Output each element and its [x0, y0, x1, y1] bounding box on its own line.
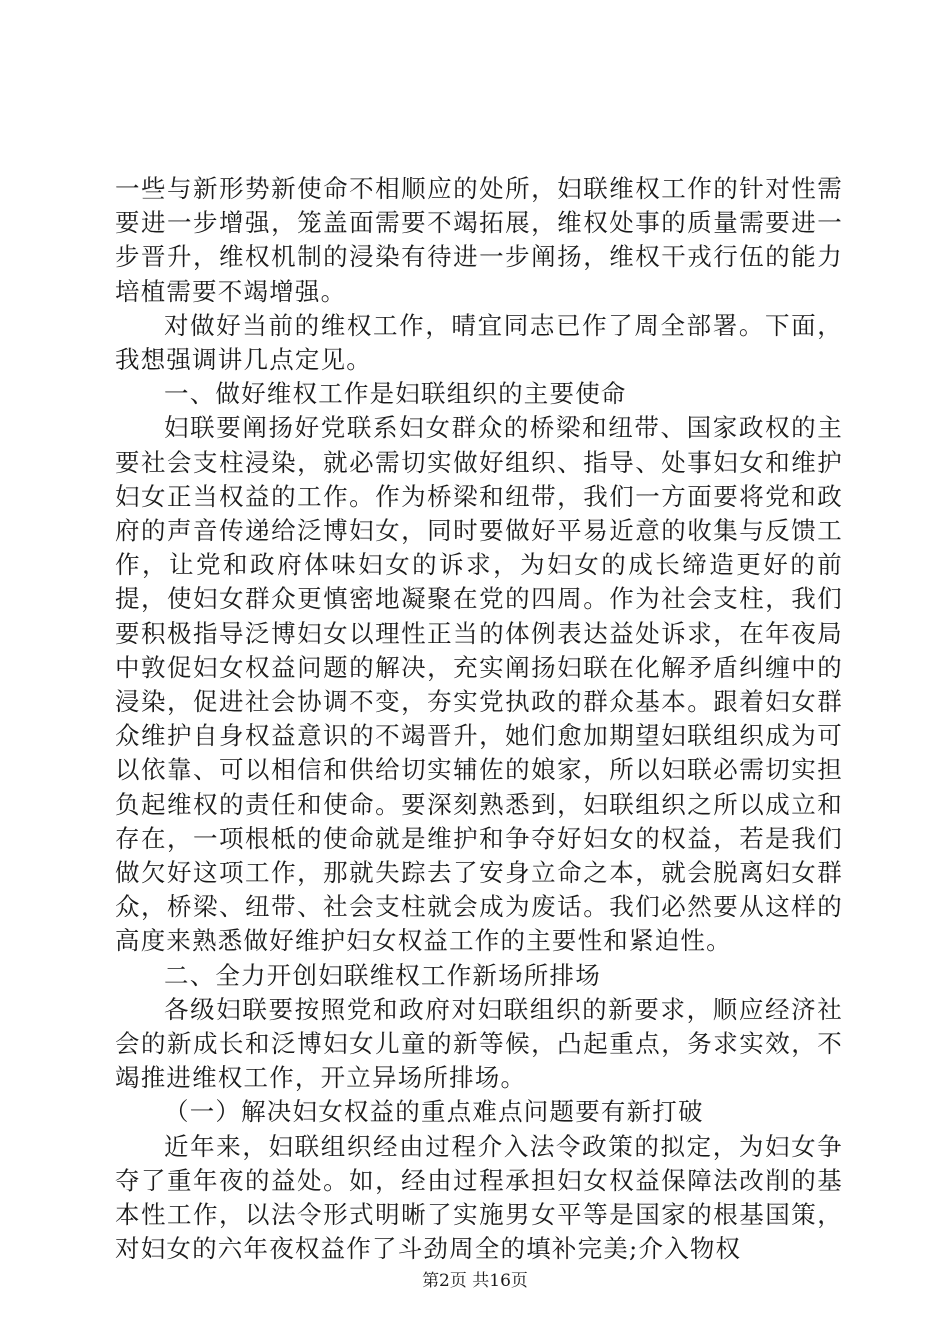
section-heading-1: 一、做好维权工作是妇联组织的主要使命	[164, 379, 627, 409]
subsection-heading-1: （一）解决妇女权益的重点难点问题要有新打破	[164, 1097, 704, 1127]
document-body	[115, 172, 843, 1267]
paragraph-continuation: 一些与新形势新使命不相顺应的处所，妇联维权工作的针对性需要进一步增强，笼盖面需要不竭拓展，维权处事的质量需要进一步晋升，维权机制的浸染有待进一步阐扬，维权干戎行伍的能力培植需要不竭增强。	[115, 174, 843, 306]
section-heading-2: 二、全力开创妇联维权工作新场所排场	[164, 960, 601, 990]
paragraph-subsection-1: 近年来，妇联组织经由过程介入法令政策的拟定，为妇女争夺了重年夜的益处。如，经由过程承担妇女权益保障法改削的基本性工作，以法令形式明晰了实施男女平等是国家的根基国策，对妇女的六年夜权益作了斗劲周全的填补完美;介入物权	[115, 1131, 843, 1264]
page-number-footer: 第2页 共16页	[422, 1271, 528, 1291]
paragraph-intro: 对做好当前的维权工作，晴宜同志已作了周全部署。下面，我想强调讲几点定见。	[115, 310, 843, 375]
paragraph-section-2: 各级妇联要按照党和政府对妇联组织的新要求，顺应经济社会的新成长和泛博妇女儿童的新等候，凸起重点，务求实效，不竭推进维权工作，开立异场所排场。	[115, 994, 843, 1093]
paragraph-section-1: 妇联要阐扬好党联系妇女群众的桥梁和纽带、国家政权的主要社会支柱浸染，就必需切实做好组织、指导、处事妇女和维护妇女正当权益的工作。作为桥梁和纽带，我们一方面要将党和政府的声音传递给泛博妇女，同时要做好平易近意的收集与反馈工作，让党和政府体味妇女的诉求，为妇女的成长缔造更好的前提，使妇女群众更慎密地凝聚在党的四周。作为社会支柱，我们要积极指导泛博妇女以理性正当的体例表达益处诉求，在年夜局中敦促妇女权益问题的解决，充实阐扬妇联在化解矛盾纠缠中的浸染，促进社会协调不变，夯实党执政的群众基本。跟着妇女群众维护自身权益意识的不竭晋升，她们愈加期望妇联组织成为可以依靠、可以相信和供给切实辅佐的娘家，所以妇联必需切实担负起维权的责任和使命。要深刻熟悉到，妇联组织之所以成立和存在，一项根柢的使命就是维护和争夺好妇女的权益，若是我们做欠好这项工作，那就失踪去了安身立命之本，就会脱离妇女群众，桥梁、纽带、社会支柱就会成为废话。我们必然要从这样的高度来熟悉做好维护妇女权益工作的主要性和紧迫性。	[115, 413, 843, 956]
